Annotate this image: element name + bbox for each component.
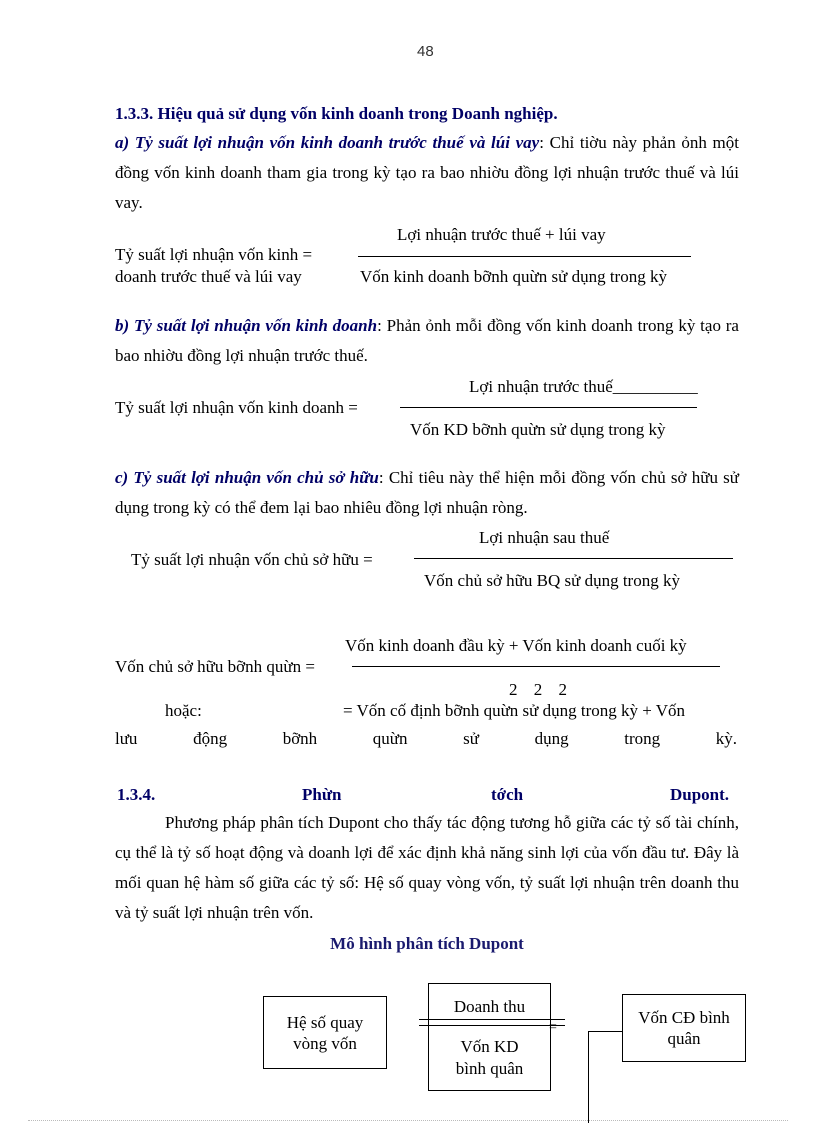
dupont-equals-sign: = [549, 1020, 557, 1035]
section-134-word1: Phừn [302, 785, 342, 804]
heading-a: a) Tỷ suất lợi nhuận vốn kinh doanh trước thuế và lúi vay [115, 133, 540, 152]
formula-c-fraction-line [414, 558, 733, 559]
section-134-word2: tớch [491, 785, 524, 804]
formula-b-numerator: Lợi nhuận trước thuế__________ [469, 377, 698, 396]
dupont-paragraph: Phương pháp phân tích Dupont cho thấy tác động tương hỗ giữa các tỷ số tài chính, cụ thể là tỷ số hoạt động và doanh lợi để xác định khả năng sinh lợi của vốn đầu tư. Đây là mối quan hệ hàm số giữa các tỷ số: Hệ số quay vòng vốn, tỷ suất lợi nhuận trên doanh thu và tỷ suất lợi nhuận trên vốn. [115, 813, 739, 922]
formula-avg-numerator: Vốn kinh doanh đầu kỳ + Vốn kinh doanh cuối kỳ [345, 636, 687, 655]
formula-c-numerator: Lợi nhuận sau thuế [479, 528, 610, 547]
dupont-fraction-line-2 [419, 1025, 565, 1026]
formula-a-fraction-line [358, 256, 691, 257]
dupont-fraction-line-1 [419, 1019, 565, 1020]
section-134-word3: Dupont. [670, 785, 730, 804]
dupont-connector-vertical [588, 1031, 589, 1123]
formula-b-fraction-line [400, 407, 697, 408]
formula-b-denominator: Vốn KD bỡnh quừn sử dụng trong kỳ [410, 420, 666, 439]
formula-avg-lhs: Vốn chủ sở hữu bỡnh quừn = [115, 657, 315, 676]
paragraph-a [115, 128, 739, 218]
formula-avg-fraction-line [352, 666, 720, 667]
dupont-box-fixed-capital [622, 994, 746, 1062]
heading-c: c) Tỷ suất lợi nhuận vốn chủ sở hữu [115, 468, 379, 487]
dupont-box-fixed-capital-label: Vốn CĐ bình quân [638, 1008, 730, 1048]
dupont-box-turnover-label: Hệ số quay vòng vốn [286, 1012, 364, 1053]
page-number: 48 [417, 43, 434, 60]
formula-b-lhs: Tỷ suất lợi nhuận vốn kinh doanh = [115, 398, 358, 417]
text-c: : Chỉ tiêu này thể hiện mỗi đồng vốn chủ sở hữu sử dụng trong kỳ có thể đem lại bao nhiêu đồng lợi nhuận ròng. [115, 468, 740, 517]
paragraph-b [115, 311, 739, 371]
dupont-box-fraction [428, 983, 551, 1091]
dupont-box-turnover [263, 996, 387, 1069]
dupont-connector-horizontal [588, 1031, 622, 1032]
heading-b: b) Tỷ suất lợi nhuận vốn kinh doanh [115, 316, 378, 335]
formula-c-lhs: Tỷ suất lợi nhuận vốn chủ sở hữu = [131, 550, 373, 569]
formula-a-numerator: Lợi nhuận trước thuế + lúi vay [397, 225, 606, 244]
text-b: : Phản ỏnh mỗi đồng vốn kinh doanh trong kỳ tạo ra bao nhiờu đồng lợi nhuận trước thuế. [115, 316, 739, 365]
formula-a-denominator: Vốn kinh doanh bỡnh quừn sử dụng trong kỳ [360, 267, 667, 286]
dupont-model-title: Mô hình phân tích Dupont [330, 934, 524, 953]
formula-a-lhs-line2: doanh trước thuế và lúi vay [115, 267, 302, 286]
dupont-box-fraction-numerator: Doanh thu [453, 997, 526, 1016]
section-133-title: 1.3.3. Hiệu quả sử dụng vốn kinh doanh trong Doanh nghiệp. [115, 104, 558, 123]
paragraph-c [115, 463, 739, 523]
dupont-box-fraction-denominator: Vốn KD bình quân [455, 1037, 524, 1078]
formula-a-lhs-line1: Tỷ suất lợi nhuận vốn kinh = [115, 245, 313, 264]
section-134-num: 1.3.4. [117, 785, 156, 804]
page-bottom-rule [28, 1120, 788, 1121]
formula-avg-or-label: hoặc: [165, 701, 202, 720]
formula-c-denominator: Vốn chủ sở hữu BQ sử dụng trong kỳ [424, 571, 680, 590]
formula-avg-alt-line2: lưu động bỡnh quừn sử dụng trong kỳ. [115, 729, 737, 748]
formula-avg-denominator: 2 2 2 [509, 680, 567, 699]
formula-avg-alt-line1: = Vốn cố định bỡnh quừn sử dụng trong kỳ + Vốn [343, 701, 686, 720]
text-a: : Chỉ tiờu này phản ỏnh một đồng vốn kinh doanh tham gia trong kỳ tạo ra bao nhiờu đồng lợi nhuận trước thuế và lúi vay. [115, 133, 739, 212]
